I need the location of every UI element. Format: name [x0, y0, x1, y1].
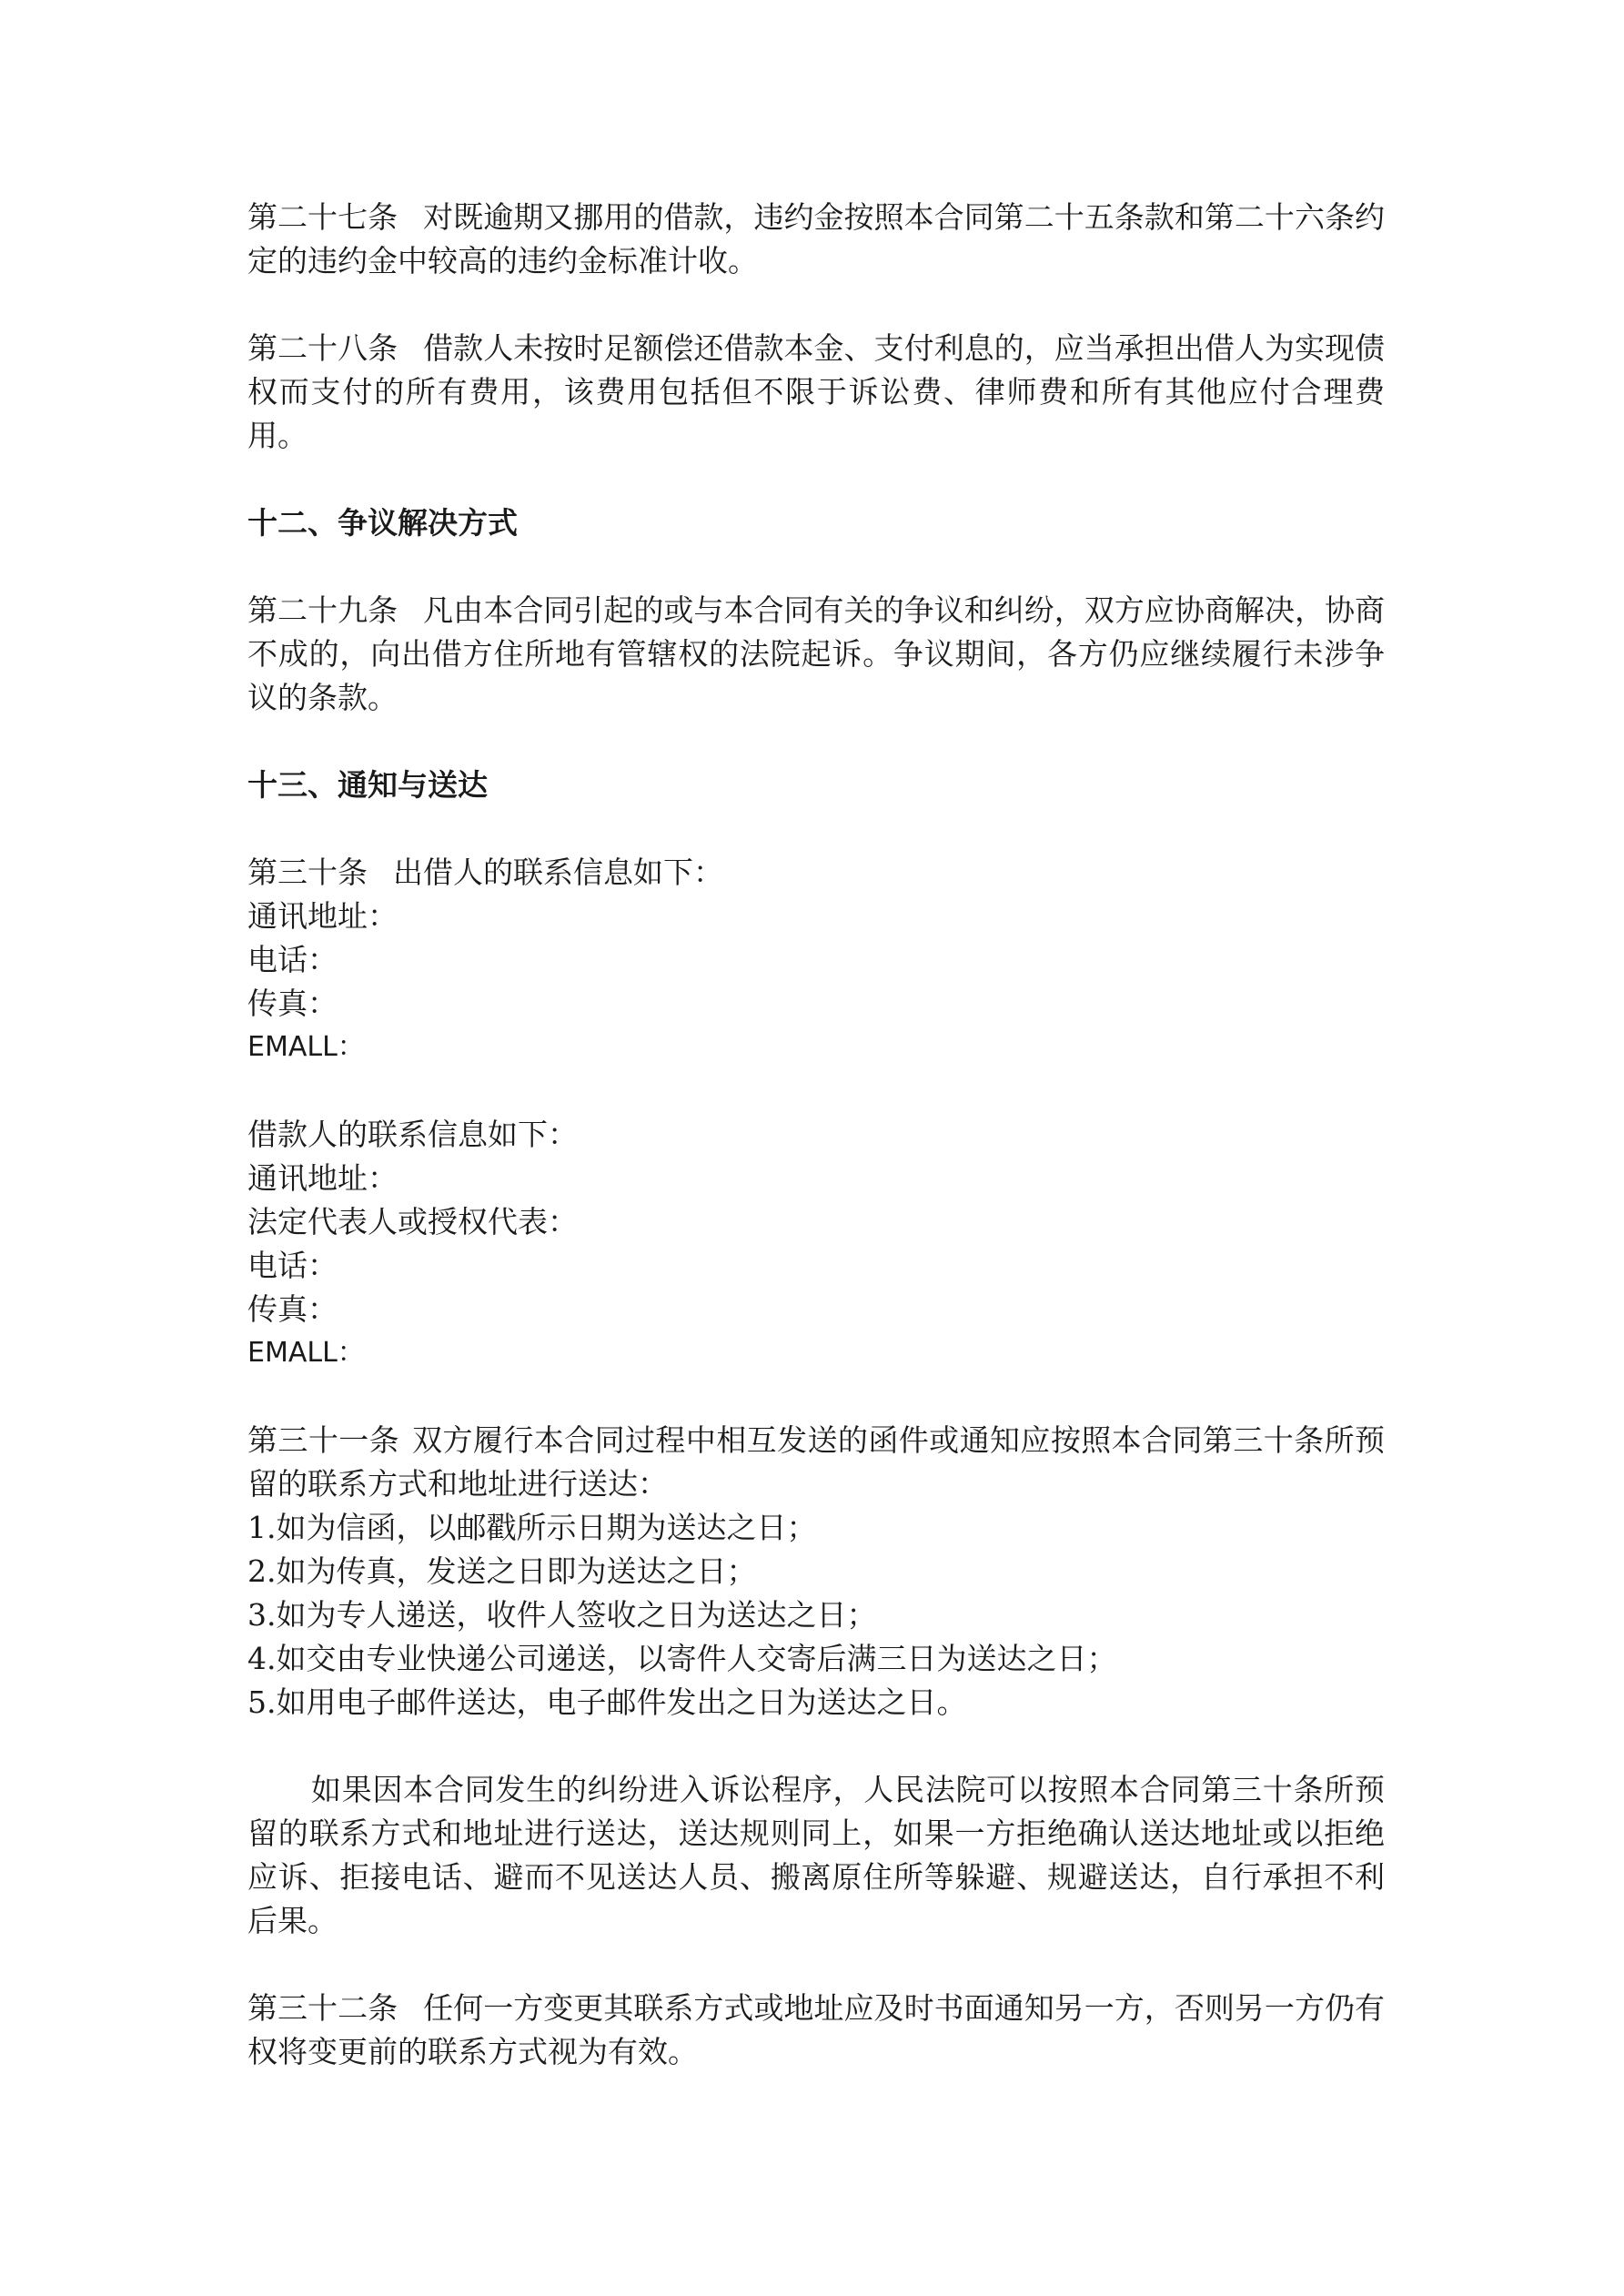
article-29	[247, 589, 1385, 720]
section-heading-dispute-resolution: 十二、争议解决方式	[247, 505, 518, 541]
borrower-fax-field: 传真：	[247, 1291, 338, 1327]
article-text: 双方履行本合同过程中相互发送的函件或通知应按照本合同第三十条所预留的联系方式和地址进行送达：	[247, 1422, 1386, 1502]
article-28	[247, 327, 1385, 458]
borrower-address-field: 通讯地址：	[247, 1160, 398, 1196]
article-number: 第二十七条	[247, 199, 398, 235]
article-number: 第二十八条	[247, 330, 398, 366]
article-text: 出借人的联系信息如下：	[393, 855, 723, 890]
service-rule-item: 2.如为传真，发送之日即为送达之日；	[247, 1553, 757, 1589]
service-rule-item: 3.如为专人递送，收件人签收之日为送达之日；	[247, 1597, 877, 1633]
article-31-intro	[247, 1419, 1385, 1506]
article-number: 第三十一条	[247, 1422, 400, 1458]
borrower-contact-block	[247, 1113, 1385, 1375]
article-32	[247, 1987, 1385, 2074]
section-heading-notice-service: 十三、通知与送达	[247, 767, 488, 803]
article-text: 对既逾期又挪用的借款，违约金按照本合同第二十五条款和第二十六条约定的违约金中较高的违约金标准计收。	[247, 199, 1386, 278]
article-27	[247, 196, 1385, 283]
article-text: 凡由本合同引起的或与本合同有关的争议和纠纷，双方应协商解决，协商不成的，向出借方住所地有管辖权的法院起诉。争议期间，各方仍应继续履行未涉争议的条款。	[247, 592, 1386, 715]
litigation-service-paragraph: 如果因本合同发生的纠纷进入诉讼程序，人民法院可以按照本合同第三十条所预留的联系方式和地址进行送达，送达规则同上，如果一方拒绝确认送达地址或以拒绝应诉、拒接电话、避而不见送达人员、搬离原住所等躲避、规避送达，自行承担不利后果。	[247, 1772, 1385, 1938]
article-number: 第三十二条	[247, 1990, 398, 2026]
lender-address-field: 通讯地址：	[247, 898, 398, 934]
borrower-representative-field: 法定代表人或授权代表：	[247, 1204, 578, 1239]
borrower-contact-intro: 借款人的联系信息如下：	[247, 1117, 578, 1152]
lender-fax-field: 传真：	[247, 986, 338, 1021]
article-text: 任何一方变更其联系方式或地址应及时书面通知另一方，否则另一方仍有权将变更前的联系方式视为有效。	[247, 1990, 1386, 2069]
service-rule-item: 5.如用电子邮件送达，电子邮件发出之日为送达之日。	[247, 1684, 967, 1720]
article-31	[247, 1419, 1385, 1725]
lender-phone-field: 电话：	[247, 942, 338, 977]
article-number: 第三十条	[247, 855, 368, 890]
document-page	[247, 196, 1385, 2118]
article-text: 借款人未按时足额偿还借款本金、支付利息的，应当承担出借人为实现债权而支付的所有费用，该费用包括但不限于诉讼费、律师费和所有其他应付合理费用。	[247, 330, 1386, 453]
service-rule-item: 1.如为信函，以邮戳所示日期为送达之日；	[247, 1510, 817, 1545]
borrower-email-field: EMALL：	[247, 1337, 365, 1369]
article-30	[247, 851, 1385, 895]
article-number: 第二十九条	[247, 592, 398, 628]
lender-contact-block	[247, 851, 1385, 1069]
lender-email-field: EMALL：	[247, 1031, 365, 1063]
service-rule-item: 4.如交由专业快递公司递送，以寄件人交寄后满三日为送达之日；	[247, 1641, 1117, 1676]
borrower-phone-field: 电话：	[247, 1248, 338, 1283]
